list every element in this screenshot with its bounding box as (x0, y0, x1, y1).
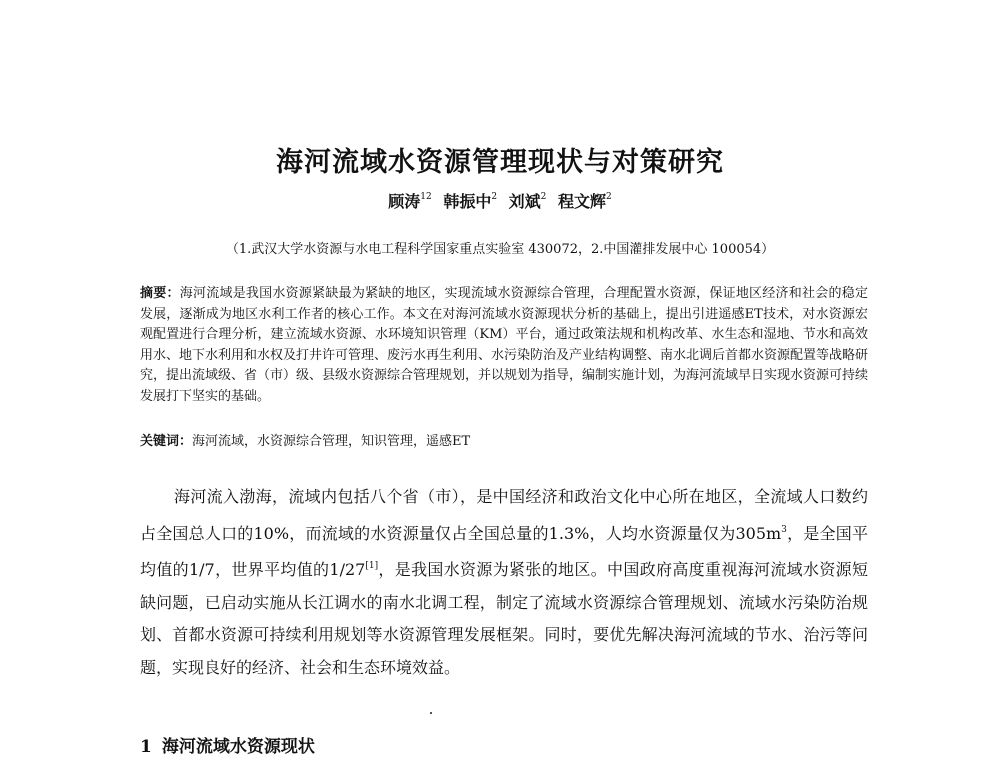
author-name: 刘斌 (508, 192, 541, 211)
author-name: 顾涛 (388, 192, 421, 211)
intro-paragraph (140, 481, 868, 684)
author-name: 韩振中 (443, 192, 492, 211)
author-affiliation-mark: 2 (605, 192, 612, 202)
abstract-block (140, 284, 868, 407)
affiliation-line: （1.武汉大学水资源与水电工程科学国家重点实验室 430072，2.中国灌排发展中心 100054） (225, 242, 775, 257)
author-list (0, 189, 1000, 212)
keywords-block (140, 432, 868, 452)
author-name: 程文辉 (557, 192, 606, 211)
intro-text-part-1: 海河流入渤海，流域内包括八个省（市），是中国经济和政治文化中心所在地区，全流域人口数约占全国总人口的10%，而流域的水资源量仅占全国总量的1.3%，人均水资源量仅为305m (140, 487, 868, 543)
intro-text-part-3: ，是我国水资源为紧张的地区。中国政府高度重视海河流域水资源短缺问题，已启动实施从长江调水的南水北调工程，制定了流域水资源综合管理规划、流域水污染防治规划、首都水资源可持续利用规划等水资源管理发展框架。同时，要优先解决海河流域的节水、治污等问题，实现良好的经济、社会和生态环境效益。 (140, 560, 868, 677)
author-affiliation-mark: 2 (540, 192, 547, 202)
unit-superscript: 3 (781, 524, 787, 535)
author-3 (509, 192, 547, 211)
author-4 (558, 192, 612, 211)
section-number: 1 (140, 737, 152, 757)
section-heading (140, 732, 315, 757)
keywords-text: 海河流域，水资源综合管理，知识管理，遥感ET (192, 434, 471, 449)
author-1 (388, 192, 431, 211)
scan-speck (430, 712, 432, 714)
author-affiliation-mark: 2 (491, 192, 498, 202)
author-2 (443, 192, 497, 211)
paper-title: 海河流域水资源管理现状与对策研究 (276, 147, 724, 178)
abstract-label: 摘要： (140, 286, 180, 301)
keywords-label: 关键词： (140, 434, 193, 449)
section-title: 海河流域水资源现状 (161, 737, 315, 757)
abstract-text: 海河流域是我国水资源紧缺最为紧缺的地区，实现流域水资源综合管理，合理配置水资源，保证地区经济和社会的稳定发展，逐渐成为地区水利工作者的核心工作。本文在对海河流域水资源现状分析的基础上，提出引进遥感ET技术，对水资源宏观配置进行合理分析，建立流域水资源、水环境知识管理（KM）平台，通过政策法规和机构改革、水生态和湿地、节水和高效用水、地下水利用和水权及打井许可管理、废污水再生利用、水污染防治及产业结构调整、南水北调后首都水资源配置等战略研究，提出流域级、省（市）级、县级水资源综合管理规划，并以规划为指导，编制实施计划，为海河流域早日实现水资源可持续发展打下坚实的基础。 (140, 286, 869, 404)
intro-text-part-2: ，是全国平均值的1/7，世界平均值的1/27 (140, 523, 868, 579)
author-affiliation-mark: 12 (420, 192, 432, 202)
reference-citation: [1] (365, 561, 379, 571)
